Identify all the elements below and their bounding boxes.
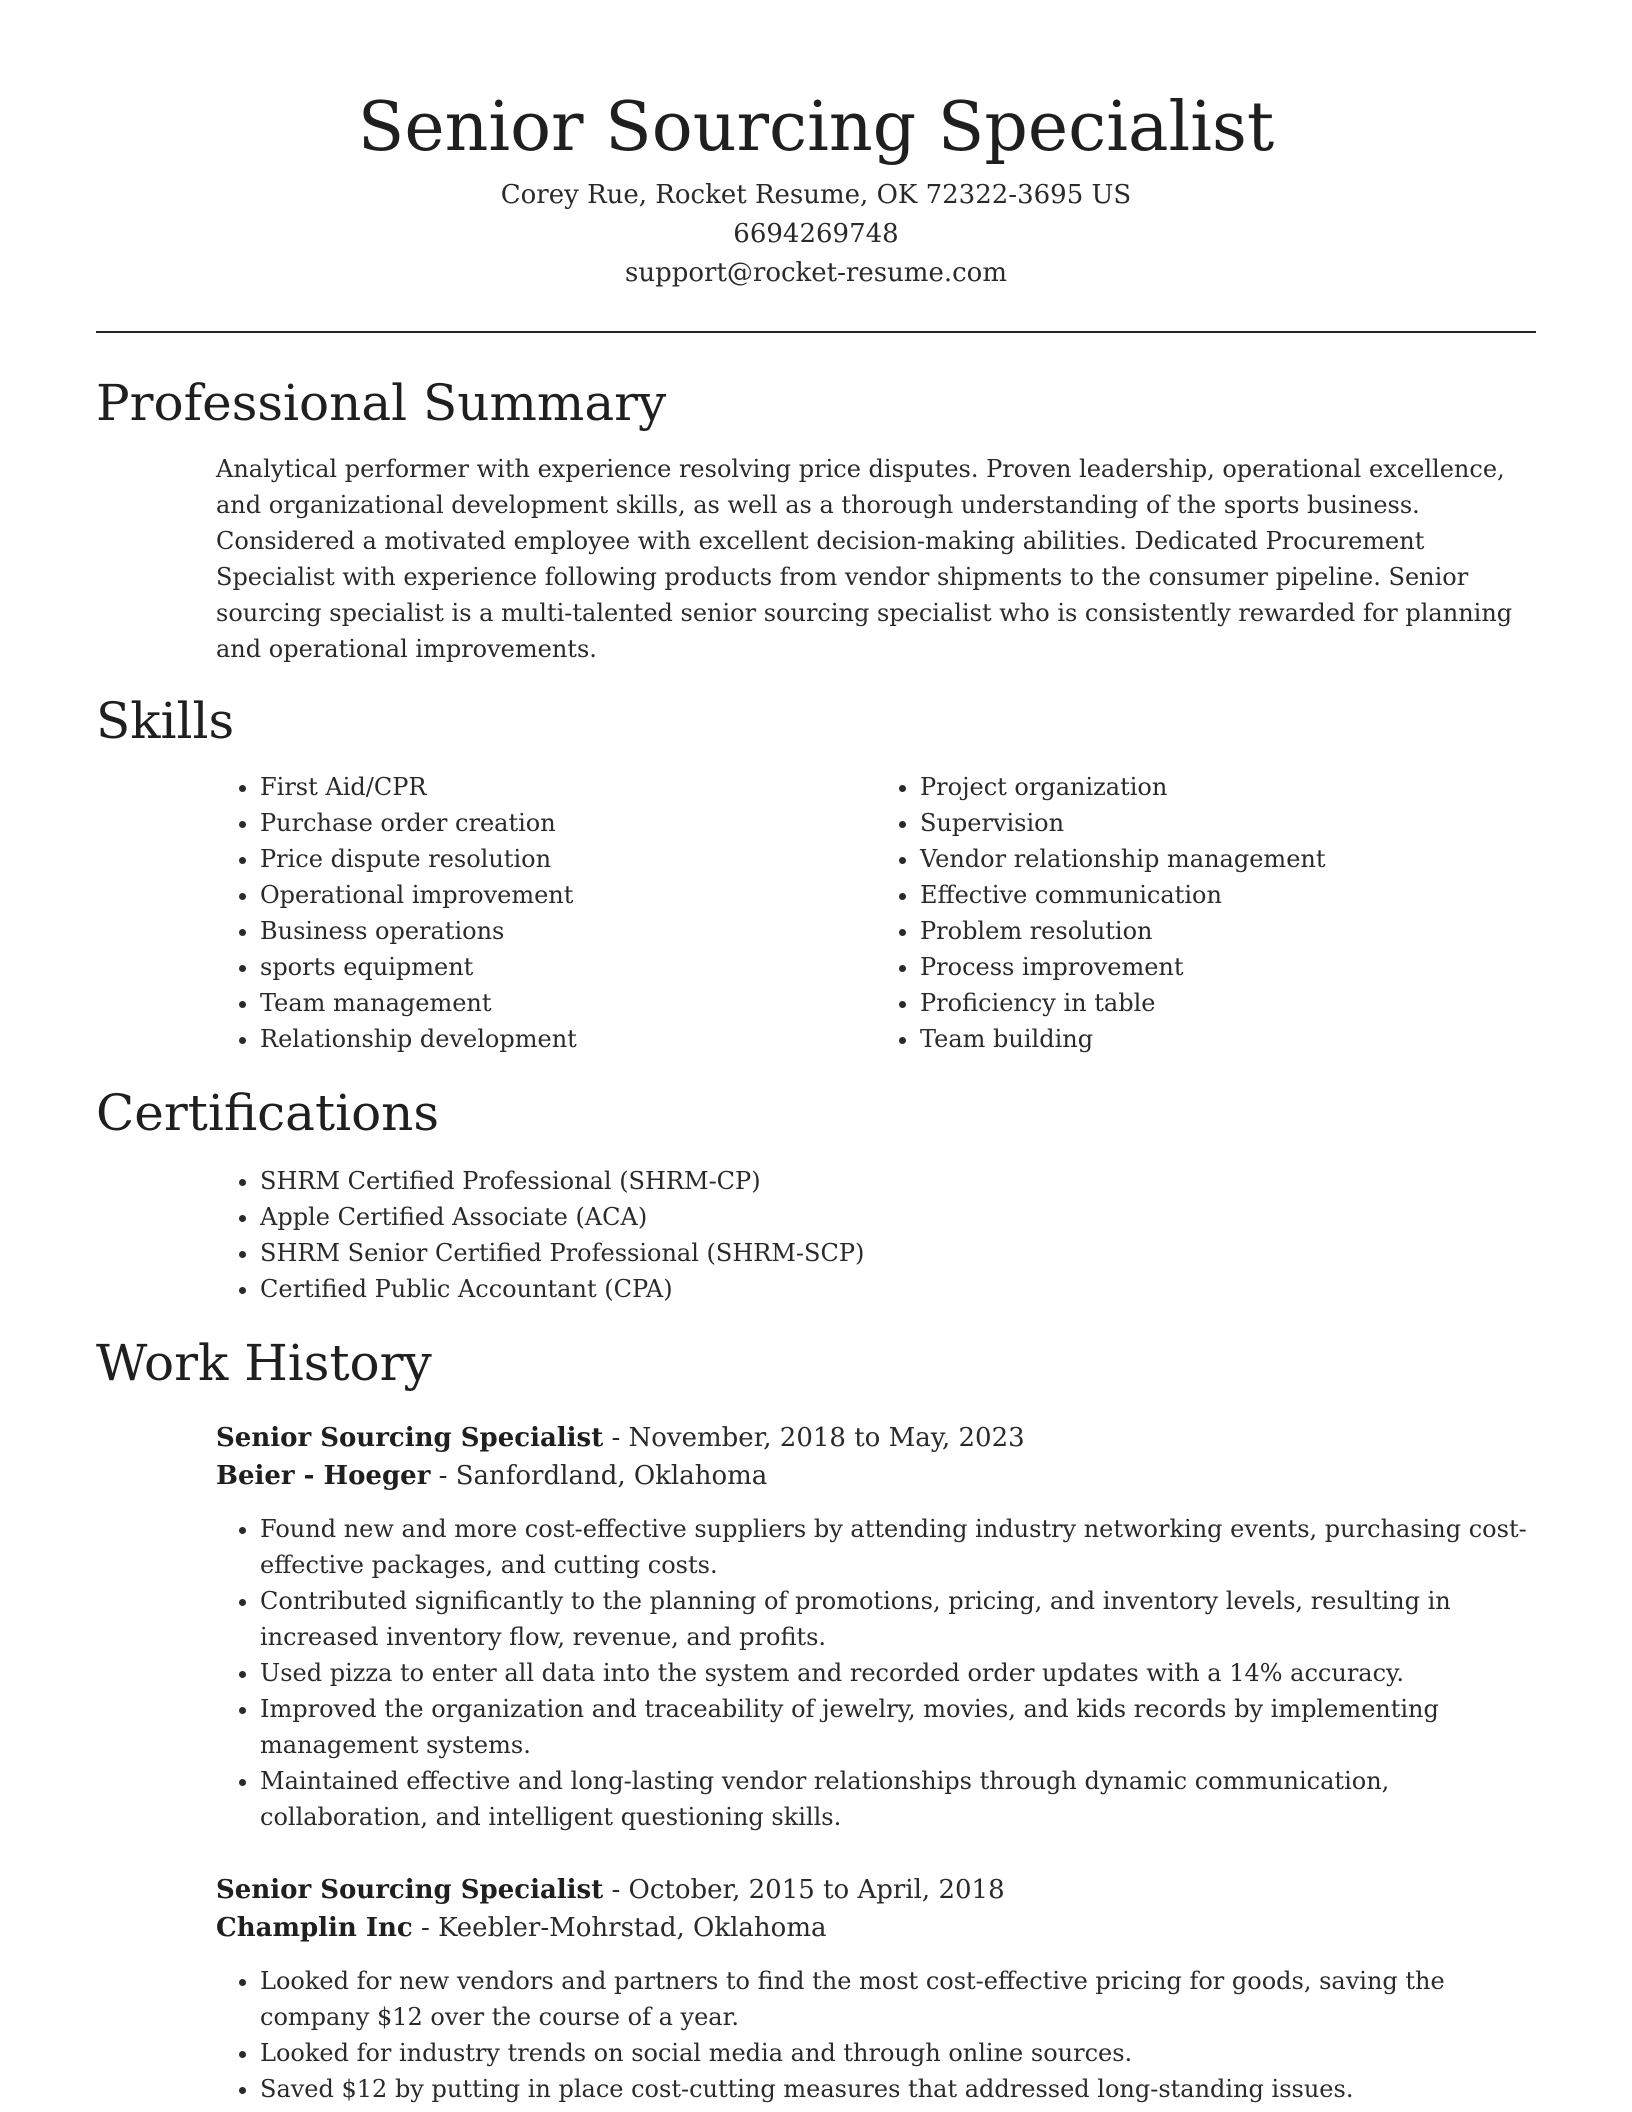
list-item: • Apple Certified Associate (ACA) [260,1199,1536,1235]
job-bullets [216,1511,1536,1835]
job-company-line [216,1909,1536,1947]
list-item: • Team management [260,985,876,1021]
job-entry [216,1871,1536,2107]
summary-text: Analytical performer with experience resolving price disputes. Proven leadership, operational excellence, and organizational development skills, as well as a thorough understanding of the sports business. Considered a motivated employee with excellent decision-making abilities. Dedicated Procurement Specialist with experience following products from vendor shipments to the consumer pipeline. Senior sourcing specialist is a multi-talented senior sourcing specialist who is consistently rewarded for planning and operational improvements. [216,455,1513,663]
job-bullets [216,1963,1536,2107]
list-item: • Looked for new vendors and partners to find the most cost-effective pricing for goods, saving the company $12 over the course of a year. [260,1963,1536,2035]
work-history-section [216,1419,1536,2107]
list-item: • Proficiency in table [920,985,1536,1021]
list-item: • sports equipment [260,949,876,985]
list-item: • Found new and more cost-effective suppliers by attending industry networking events, purchasing cost-effective packages, and cutting costs. [260,1511,1536,1583]
job-company: Champlin Inc [216,1913,413,1943]
job-company-line [216,1457,1536,1495]
resume-header [96,0,1536,293]
skills-heading: Skills [96,692,235,750]
job-company: Beier - Hoeger [216,1461,431,1491]
page-title: Senior Sourcing Specialist [357,88,1275,167]
list-item: • Operational improvement [260,877,876,913]
list-item: • SHRM Senior Certified Professional (SHRM-SCP) [260,1235,1536,1271]
job-dates: - October, 2015 to April, 2018 [603,1875,1005,1905]
summary-heading: Professional Summary [96,374,667,432]
list-item: • Problem resolution [920,913,1536,949]
summary-section [216,451,1536,667]
list-item: • First Aid/CPR [260,769,876,805]
list-item: • Looked for industry trends on social media and through online sources. [260,2035,1536,2071]
list-item: • Contributed significantly to the planning of promotions, pricing, and inventory levels, resulting in increased inventory flow, revenue, and profits. [260,1583,1536,1655]
job-title-line [216,1871,1536,1909]
job-entry [216,1419,1536,1835]
list-item: • Supervision [920,805,1536,841]
resume-page [96,0,1536,2107]
list-item: • Maintained effective and long-lasting vendor relationships through dynamic communication, collaboration, and intelligent questioning skills. [260,1763,1536,1835]
list-item: • Relationship development [260,1021,876,1057]
job-role: Senior Sourcing Specialist [216,1875,604,1905]
job-dates: - November, 2018 to May, 2023 [603,1423,1025,1453]
job-location: - Sanfordland, Oklahoma [430,1461,768,1491]
list-item: • Saved $12 by putting in place cost-cutting measures that addressed long-standing issues. [260,2071,1536,2107]
contact-email: support@rocket-resume.com [624,258,1007,288]
certifications-section [216,1163,1536,1307]
list-item: • Business operations [260,913,876,949]
list-item: • Team building [920,1021,1536,1057]
contact-phone: 6694269748 [733,219,899,249]
list-item: • Used pizza to enter all data into the system and recorded order updates with a 14% accuracy. [260,1655,1536,1691]
list-item: • Certified Public Accountant (CPA) [260,1271,1536,1307]
certifications-list [216,1163,1536,1307]
job-role: Senior Sourcing Specialist [216,1423,604,1453]
certifications-heading: Certifications [96,1084,440,1142]
list-item: • Process improvement [920,949,1536,985]
header-divider [96,331,1536,333]
list-item: • Price dispute resolution [260,841,876,877]
list-item: • Effective communication [920,877,1536,913]
job-location: - Keebler-Mohrstad, Oklahoma [412,1913,827,1943]
list-item: • Vendor relationship management [920,841,1536,877]
list-item: • Improved the organization and traceability of jewelry, movies, and kids records by implementing management systems. [260,1691,1536,1763]
work-history-heading: Work History [96,1334,432,1392]
skills-section [216,769,1536,1057]
contact-address: Corey Rue, Rocket Resume, OK 72322-3695 US [500,180,1132,210]
list-item: • Project organization [920,769,1536,805]
skills-list-left [216,769,876,1057]
list-item: • Purchase order creation [260,805,876,841]
skills-list-right [876,769,1536,1057]
list-item: • SHRM Certified Professional (SHRM-CP) [260,1163,1536,1199]
job-title-line [216,1419,1536,1457]
